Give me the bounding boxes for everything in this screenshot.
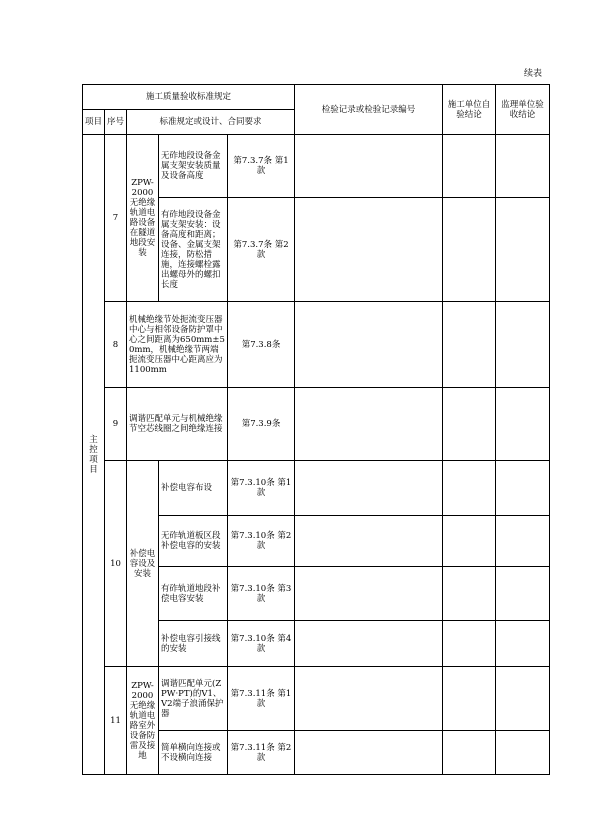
construction-conclusion-cell[interactable] (443, 388, 496, 461)
inspection-record-cell[interactable] (295, 567, 443, 621)
supervision-conclusion-cell[interactable] (496, 302, 550, 388)
inspection-record-cell[interactable] (295, 302, 443, 388)
clause-cell: 第7.3.10条 第4款 (228, 621, 295, 667)
construction-conclusion-cell[interactable] (443, 621, 496, 667)
clause-cell: 第7.3.8条 (228, 302, 295, 388)
supervision-conclusion-cell[interactable] (496, 388, 550, 461)
clause-cell: 第7.3.9条 (228, 388, 295, 461)
seq-cell: 7 (105, 135, 127, 302)
seq-cell: 11 (105, 667, 127, 775)
supervision-conclusion-cell[interactable] (496, 516, 550, 567)
inspection-record-cell[interactable] (295, 621, 443, 667)
supervision-conclusion-cell[interactable] (496, 461, 550, 516)
requirement-header: 标准规定或设计、合同要求 (127, 110, 295, 135)
table-header-row (83, 85, 550, 110)
construction-conclusion-cell[interactable] (443, 198, 496, 302)
group-cell: 补偿电容设及安装 (127, 461, 159, 667)
table-row (83, 302, 550, 388)
supervision-conclusion-cell[interactable] (496, 198, 550, 302)
continued-label: 续表 (524, 69, 543, 79)
table-row (83, 667, 550, 731)
clause-cell: 第7.3.11条 第1款 (228, 667, 295, 731)
supervision-unit-header: 监理单位验收结论 (496, 85, 550, 135)
clause-cell: 第7.3.10条 第2款 (228, 516, 295, 567)
table-row (83, 135, 550, 198)
construction-conclusion-cell[interactable] (443, 667, 496, 731)
table-row (83, 388, 550, 461)
construction-conclusion-cell[interactable] (443, 516, 496, 567)
inspection-record-cell[interactable] (295, 198, 443, 302)
seq-header: 序号 (105, 110, 127, 135)
requirement-cell: 简单横向连接或不设横向连接 (159, 731, 228, 775)
seq-cell: 8 (105, 302, 127, 388)
requirement-cell: 调谐匹配单元与机械绝缘节空芯线圈之间绝缘连接 (127, 388, 228, 461)
inspection-record-cell[interactable] (295, 516, 443, 567)
standard-header: 施工质量验收标准规定 (83, 85, 295, 110)
table-row (83, 461, 550, 516)
requirement-cell: 无砟轨道板区段补偿电容的安装 (159, 516, 228, 567)
construction-conclusion-cell[interactable] (443, 731, 496, 775)
requirement-cell: 无砟地段设备金属支架安装质量及设备高度 (159, 135, 228, 198)
seq-cell: 10 (105, 461, 127, 667)
inspection-record-cell[interactable] (295, 461, 443, 516)
requirement-cell: 机械绝缘节处扼流变压器中心与相邻设备防护罩中心之间距离为650mm±50mm，机械绝缘节两端扼流变压器中心距离应为1100mm (127, 302, 228, 388)
main-control-label: 主控项目 (83, 135, 105, 775)
supervision-conclusion-cell[interactable] (496, 621, 550, 667)
clause-cell: 第7.3.11条 第2款 (228, 731, 295, 775)
inspection-record-cell[interactable] (295, 135, 443, 198)
construction-unit-header: 施工单位自验结论 (443, 85, 496, 135)
inspection-record-cell[interactable] (295, 731, 443, 775)
supervision-conclusion-cell[interactable] (496, 731, 550, 775)
item-header: 项目 (83, 110, 105, 135)
supervision-conclusion-cell[interactable] (496, 667, 550, 731)
inspection-record-header: 检验记录或检验记录编号 (295, 85, 443, 135)
clause-cell: 第7.3.10条 第1款 (228, 461, 295, 516)
supervision-conclusion-cell[interactable] (496, 135, 550, 198)
construction-conclusion-cell[interactable] (443, 567, 496, 621)
seq-cell: 9 (105, 388, 127, 461)
supervision-conclusion-cell[interactable] (496, 567, 550, 621)
requirement-cell: 补偿电容布设 (159, 461, 228, 516)
clause-cell: 第7.3.7条 第1款 (228, 135, 295, 198)
inspection-record-cell[interactable] (295, 667, 443, 731)
construction-conclusion-cell[interactable] (443, 302, 496, 388)
inspection-record-cell[interactable] (295, 388, 443, 461)
requirement-cell: 调谐匹配单元(ZPW·PT)的V1、V2端子浪涌保护器 (159, 667, 228, 731)
construction-conclusion-cell[interactable] (443, 135, 496, 198)
clause-cell: 第7.3.7条 第2款 (228, 198, 295, 302)
acceptance-table (82, 84, 550, 775)
clause-cell: 第7.3.10条 第3款 (228, 567, 295, 621)
requirement-cell: 有砟地段设备金属支架安装：设备高度和距离；设备、金属支架连接，防松措施，连接螺栓露出螺母外的螺扣长度 (159, 198, 228, 302)
requirement-cell: 补偿电容引接线的安装 (159, 621, 228, 667)
requirement-cell: 有砟轨道地段补偿电容安装 (159, 567, 228, 621)
construction-conclusion-cell[interactable] (443, 461, 496, 516)
group-cell: ZPW-2000无绝缘轨道电路室外设备防雷及接地 (127, 667, 159, 775)
group-cell: ZPW-2000无绝缘轨道电路设备在隧道地段安装 (127, 135, 159, 302)
